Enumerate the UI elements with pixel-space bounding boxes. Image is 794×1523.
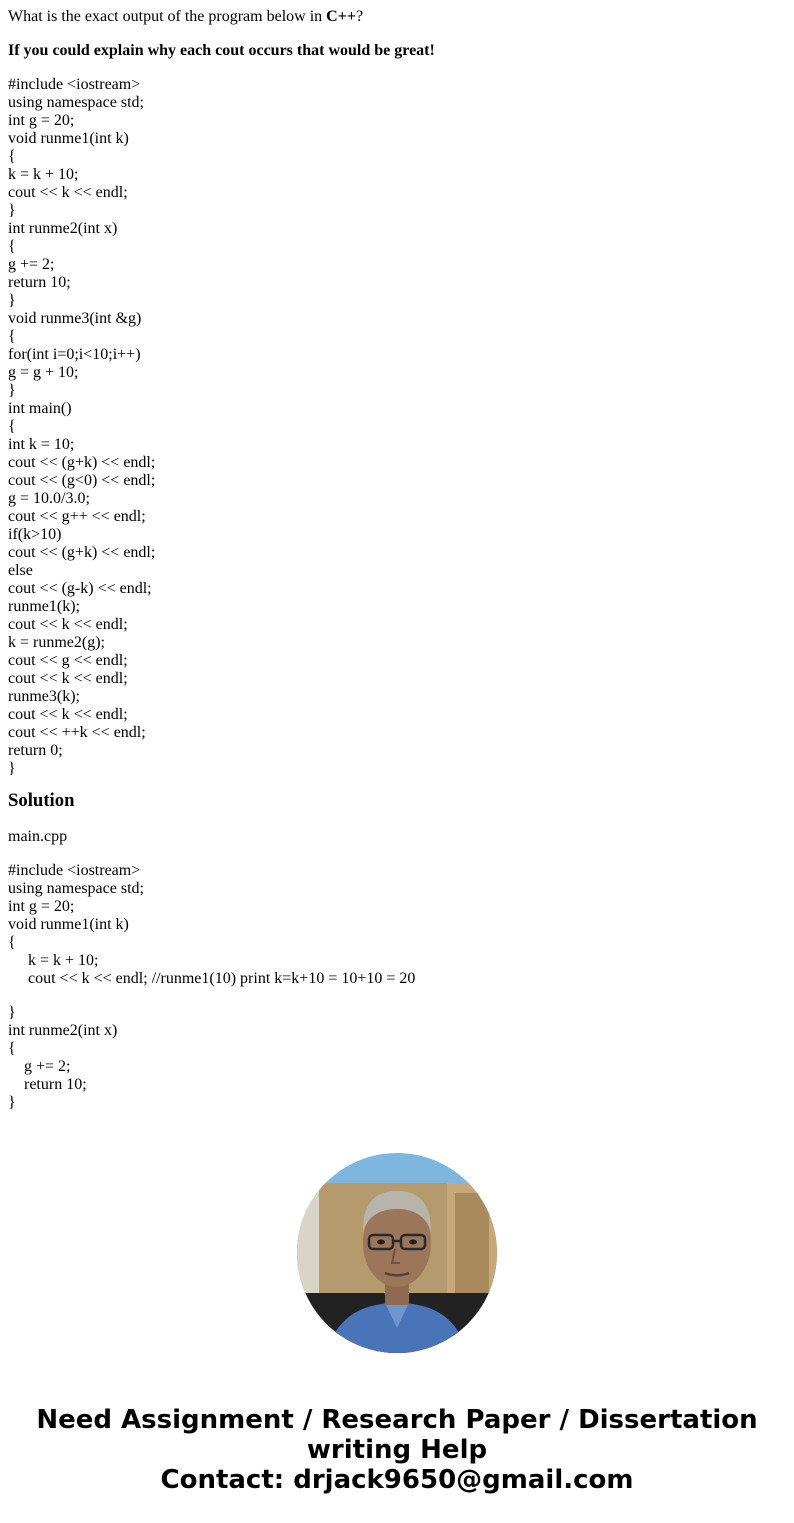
solution-code-line: using namespace std;: [8, 880, 144, 897]
solution-code: [8, 862, 786, 1112]
page-content: [8, 0, 786, 1112]
question-language: C++: [326, 8, 356, 25]
solution-code-line: }: [8, 1004, 16, 1021]
code-line: runme3(k);: [8, 688, 80, 705]
promo-line-1: Need Assignment / Research Paper / Dissertation: [36, 1405, 758, 1435]
code-line: cout << ++k << endl;: [8, 724, 146, 741]
code-line: void runme3(int &g): [8, 310, 142, 327]
code-line: #include <iostream>: [8, 76, 141, 93]
promo-contact: Contact: drjack9650@gmail.com: [160, 1465, 634, 1495]
solution-heading: Solution: [8, 790, 75, 811]
code-line: {: [8, 238, 16, 255]
code-line: int g = 20;: [8, 112, 75, 129]
code-line: }: [8, 292, 16, 309]
code-line: g = 10.0/3.0;: [8, 490, 90, 507]
code-line: }: [8, 202, 16, 219]
solution-code-line: int runme2(int x): [8, 1022, 118, 1039]
question-code: [8, 76, 786, 778]
code-line: using namespace std;: [8, 94, 144, 111]
code-line: k = runme2(g);: [8, 634, 105, 651]
code-line: cout << (g<0) << endl;: [8, 472, 156, 489]
solution-code-line: }: [8, 1094, 16, 1111]
code-line: {: [8, 148, 16, 165]
question-request: If you could explain why each cout occurs that would be great!: [8, 42, 435, 59]
solution-code-line: {: [8, 934, 16, 951]
code-line: {: [8, 418, 16, 435]
code-line: cout << k << endl;: [8, 616, 128, 633]
code-line: }: [8, 760, 16, 777]
solution-code-line: g += 2;: [8, 1058, 71, 1075]
code-line: void runme1(int k): [8, 130, 129, 147]
code-line: int main(): [8, 400, 72, 417]
code-line: return 0;: [8, 742, 63, 759]
code-line: cout << k << endl;: [8, 706, 128, 723]
solution-code-line: {: [8, 1040, 16, 1057]
solution-code-line: return 10;: [8, 1076, 87, 1093]
code-line: k = k + 10;: [8, 166, 79, 183]
promo-line-2: writing Help: [306, 1435, 488, 1465]
code-line: cout << g << endl;: [8, 652, 128, 669]
code-line: cout << (g-k) << endl;: [8, 580, 152, 597]
code-line: runme1(k);: [8, 598, 80, 615]
code-line: {: [8, 328, 16, 345]
code-line: if(k>10): [8, 526, 62, 543]
solution-filename: main.cpp: [8, 828, 68, 845]
code-line: cout << k << endl;: [8, 670, 128, 687]
solution-code-line: void runme1(int k): [8, 916, 129, 933]
code-line: for(int i=0;i<10;i++): [8, 346, 141, 363]
code-line: else: [8, 562, 33, 579]
solution-code-line: cout << k << endl; //runme1(10) print k=k+10 = 10+10 = 20: [8, 970, 416, 987]
code-line: cout << (g+k) << endl;: [8, 544, 156, 561]
author-portrait: [297, 1153, 497, 1353]
code-line: cout << g++ << endl;: [8, 508, 146, 525]
code-line: return 10;: [8, 274, 71, 291]
code-line: }: [8, 382, 16, 399]
portrait-image: [297, 1153, 497, 1353]
code-line: g = g + 10;: [8, 364, 79, 381]
blank-line: [8, 988, 786, 1004]
code-line: cout << k << endl;: [8, 184, 128, 201]
code-line: int k = 10;: [8, 436, 75, 453]
question-text: What is the exact output of the program below in C++?: [8, 8, 364, 25]
code-line: cout << (g+k) << endl;: [8, 454, 156, 471]
solution-code-line: int g = 20;: [8, 898, 75, 915]
code-line: int runme2(int x): [8, 220, 118, 237]
code-line: g += 2;: [8, 256, 55, 273]
solution-code-line: k = k + 10;: [8, 952, 99, 969]
solution-code-line: #include <iostream>: [8, 862, 141, 879]
